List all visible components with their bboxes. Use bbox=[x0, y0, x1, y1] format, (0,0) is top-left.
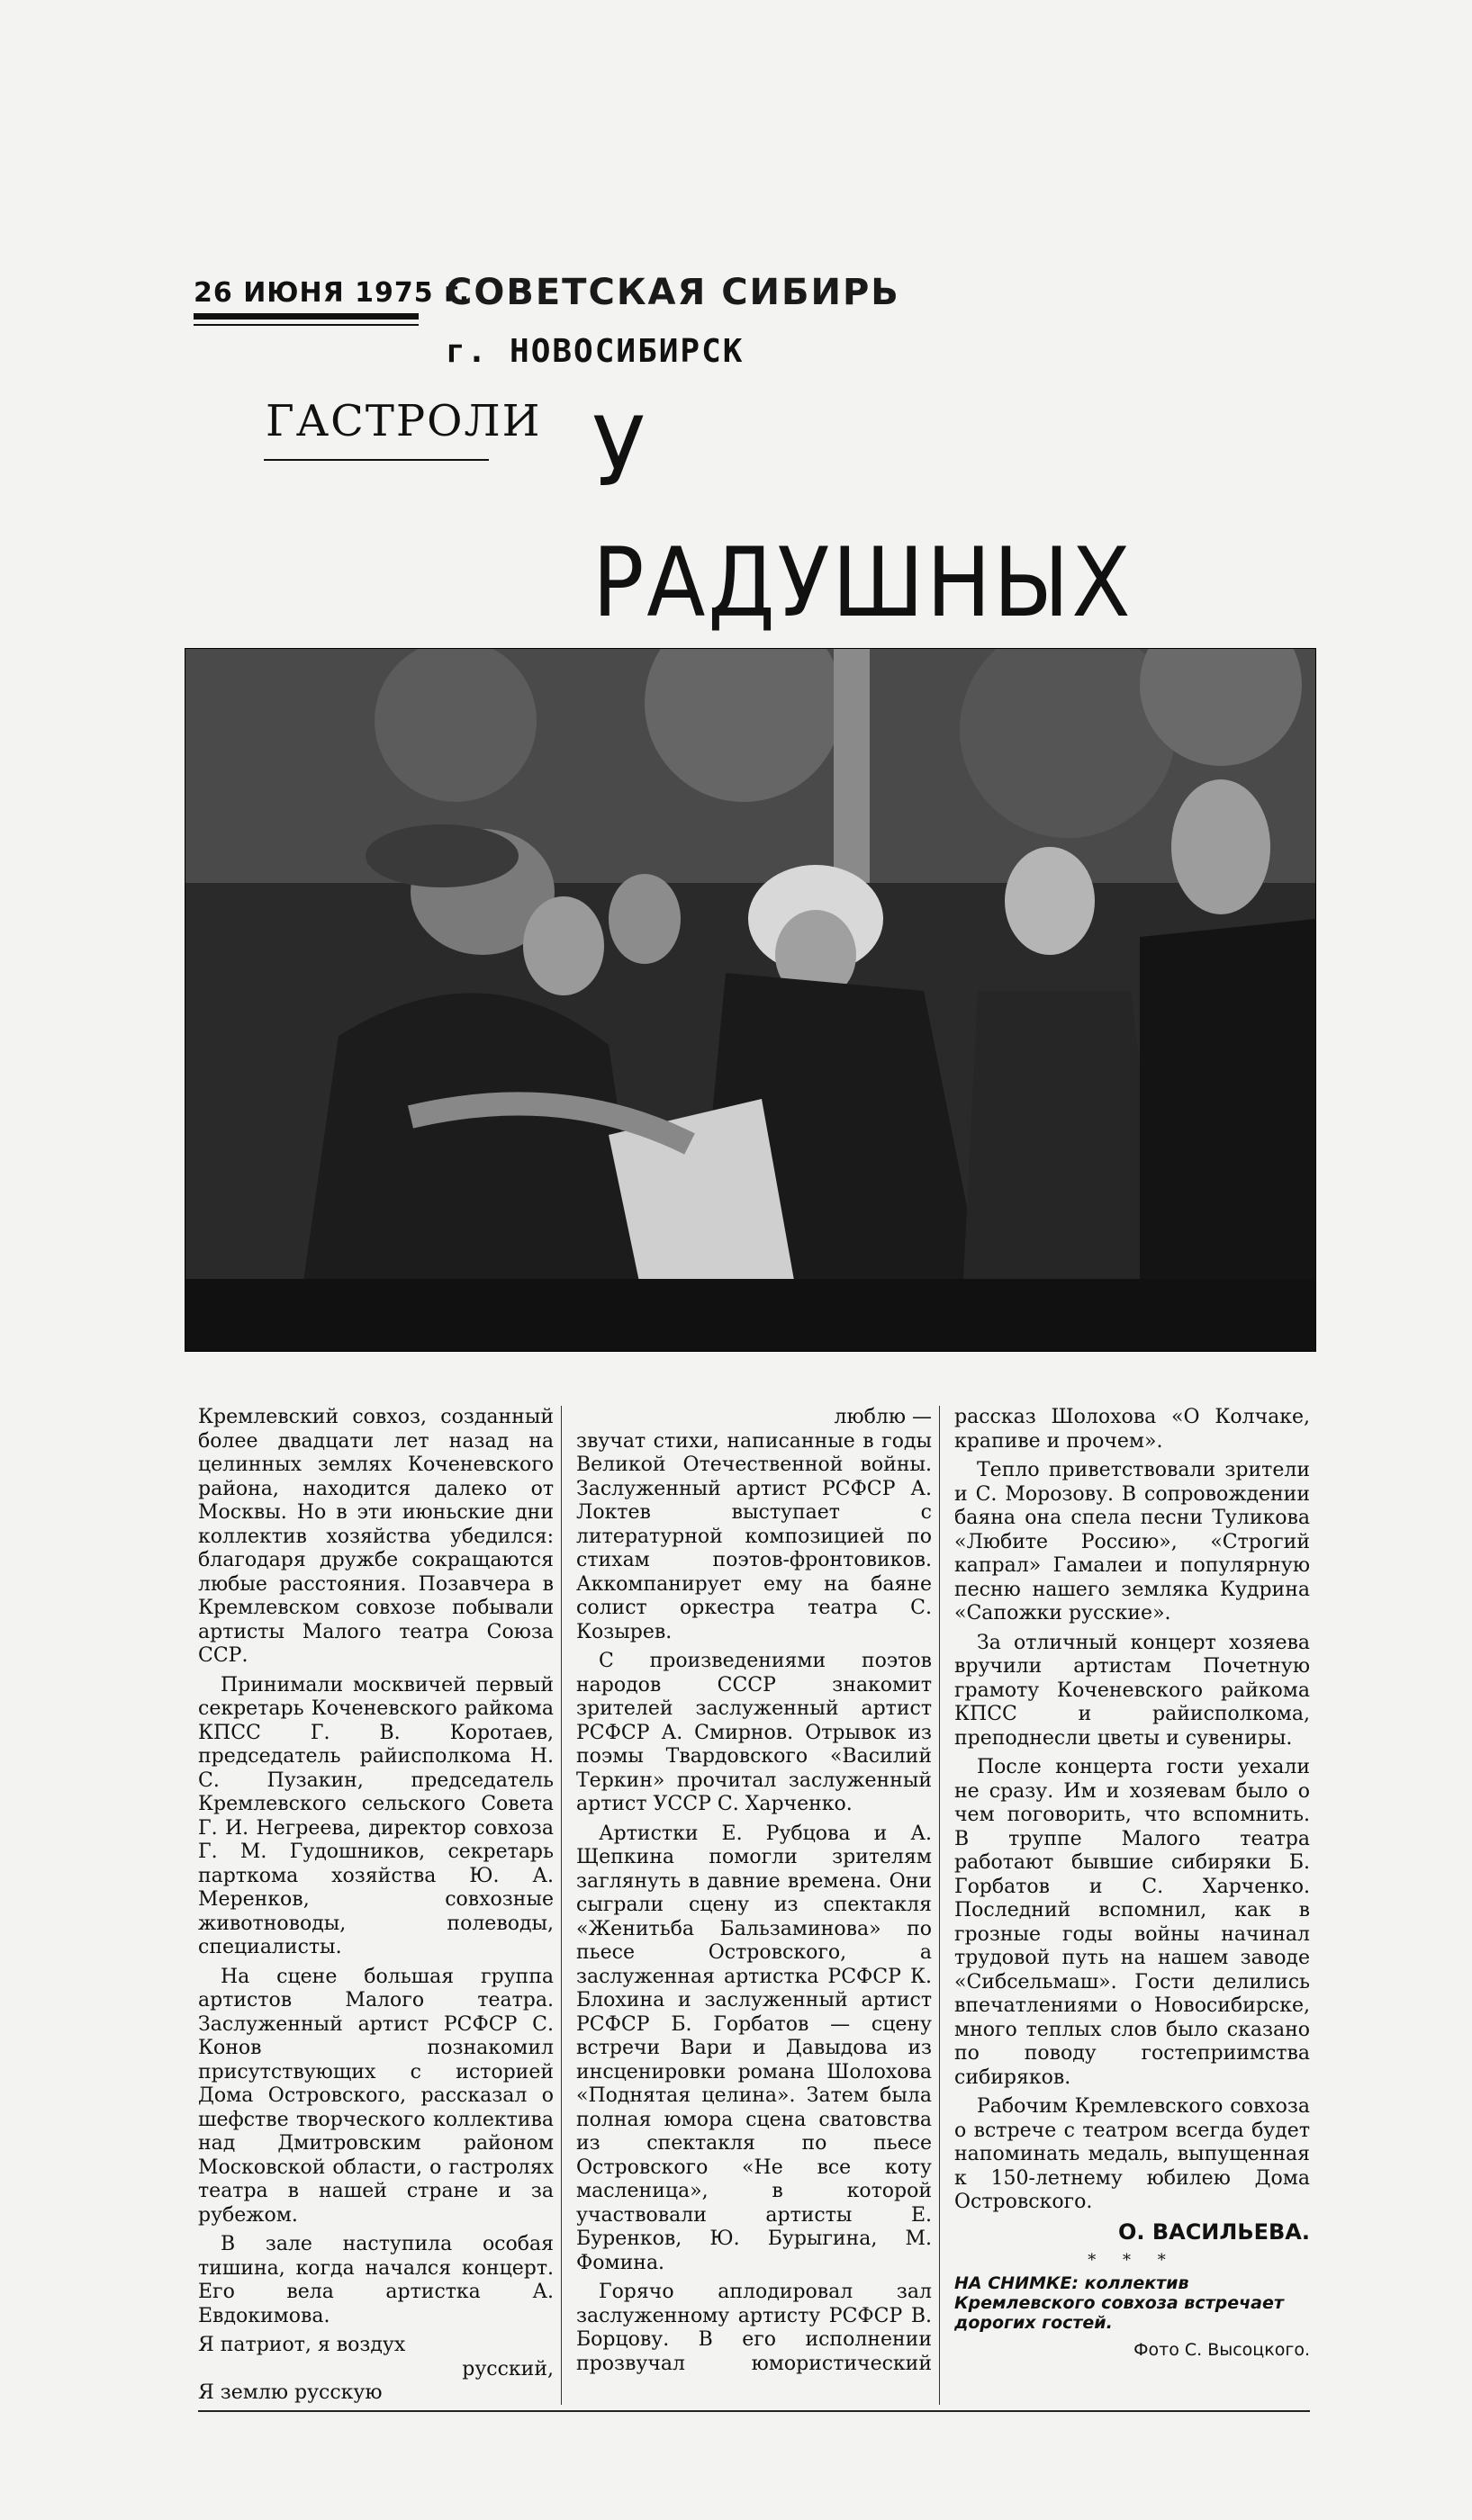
poem-line: люблю — bbox=[834, 1406, 932, 1428]
author-signature: О. ВАСИЛЬЕВА. bbox=[1117, 2218, 1310, 2245]
date-underline-thin bbox=[194, 324, 419, 326]
photo-credit: Фото С. Высоцкого. bbox=[1133, 2339, 1310, 2360]
body-paragraph: В зале наступила особая тишина, когда начался концерт. Его вела артистка А. Евдокимова. bbox=[198, 2233, 554, 2327]
body-paragraph: После концерта гости уехали не сразу. Им и хозяевам было о чем поговорить, что вспомнить. В труппе Малого театра работают бывшие сибиряки Б. Горбатов и С. Харченко. Последний вспомнил, как в грозные годы войны начинал трудовой путь на нашем заводе «Сибсельмаш». Гости делились впечатлениями о Новосибирске, много теплых слов было сказано по поводу гостеприимства сибиряков. bbox=[954, 1756, 1310, 2089]
headline-line-1: У РАДУШНЫХ bbox=[592, 397, 1133, 638]
photo-caption: НА СНИМКЕ: коллектив Кремлевского совхоза встречает дорогих гостей. bbox=[954, 2272, 1284, 2333]
article-body bbox=[198, 1406, 1310, 2423]
bottom-rule bbox=[198, 2410, 1310, 2412]
newspaper-clipping bbox=[185, 270, 1328, 2430]
body-paragraph: На сцене большая группа артистов Малого театра. Заслуженный артист РСФСР С. Конов познакомил присутствующих с историей Дома Островского, рассказал о шефстве творческого коллектива над Дмитровским районом Московской области, о гастролях театра в нашей стране и за рубежом. bbox=[198, 1965, 554, 2227]
poem-line: Я патриот, я воздух bbox=[198, 2334, 406, 2356]
date-underline-thick bbox=[194, 313, 419, 320]
body-paragraph: С произведениями поэтов народов СССР знакомит зрителей заслуженный артист РСФСР А. Смирнов. Отрывок из поэмы Твардовского «Василий Теркин» прочитал заслуженный артист УССР С. Харченко. bbox=[576, 1650, 932, 1815]
body-paragraph: Тепло приветствовали зрители и С. Морозову. В сопровождении баяна она спела песни Туликова «Любите Россию», «Строгий капрал» Гамалеи и популярную песню нашего земляка Кудрина «Сапожки русские». bbox=[954, 1459, 1310, 1624]
separator-stars: * * * bbox=[1088, 2251, 1177, 2270]
poem-line: русский, bbox=[462, 2357, 554, 2380]
rubric-label: ГАСТРОЛИ bbox=[266, 396, 542, 446]
city-stamp: г. НОВОСИБИРСК bbox=[446, 333, 745, 370]
poem-line: Я землю русскую bbox=[198, 2381, 383, 2404]
photo-illustration bbox=[185, 649, 1315, 1351]
article-photo bbox=[185, 648, 1316, 1352]
newspaper-name-stamp: СОВЕТСКАЯ СИБИРЬ bbox=[446, 272, 900, 313]
body-paragraph: Горячо аплодировал зал заслуженному артисту РСФСР В. Борцову. В его исполнении прозвучал юмористический рассказ Шолохова «О Колчаке, крапиве и прочем». bbox=[576, 1406, 1310, 2375]
body-paragraph: Артистки Е. Рубцова и А. Щепкина помогли зрителям заглянуть в давние времена. Они сыграли сцену из спектакля «Женитьба Бальзаминова» по пьесе Островского, а заслуженная артистка РСФСР К. Блохина и заслуженный артист РСФСР Б. Горбатов — сцену встречи Вари и Давыдова из инсценировки романа Шолохова «Поднятая целина». Затем была полная юмора сцена сватовства из спектакля по пьесе Островского «Не все коту масленица», в которой участвовали артисты Е. Буренков, Ю. Бурыгина, М. Фомина. bbox=[576, 1822, 932, 2274]
body-paragraph: За отличный концерт хозяева вручили артистам Почетную грамоту Коченевского райкома КПСС и райисполкома, преподнесли цветы и сувениры. bbox=[954, 1631, 1310, 1750]
body-paragraph: Кремлевский совхоз, созданный более двадцати лет назад на целинных землях Коченевского района, находится далеко от Москвы. Но в эти июньские дни коллектив хозяйства убедился: благодаря дружбе сокращаются любые расстояния. Позавчера в Кремлевском совхозе побывали артисты Малого театра Союза ССР. bbox=[198, 1406, 554, 1667]
publication-date: 26 ИЮНЯ 1975 г. bbox=[194, 277, 471, 309]
body-paragraph: звучат стихи, написанные в годы Великой Отечественной войны. Заслуженный артист РСФСР А. Локтев выступает с литературной композицией по стихам поэтов-фронтовиков. Аккомпанирует ему на баяне солист оркестра театра С. Козырев. bbox=[576, 1429, 932, 1643]
body-paragraph: Рабочим Кремлевского совхоза о встрече с театром всегда будет напоминать медаль, выпущенная к 150-летнему юбилею Дома Островского. bbox=[954, 2095, 1310, 2213]
body-paragraph: Принимали москвичей первый секретарь Коченевского райкома КПСС Г. В. Коротаев, председатель райисполкома Н. С. Пузакин, председатель Кремлевского сельского Совета Г. И. Негреева, директор совхоза Г. М. Гудошников, секретарь парткома хозяйства Ю. А. Меренков, совхозные животноводы, полеводы, специалисты. bbox=[198, 1673, 554, 1958]
